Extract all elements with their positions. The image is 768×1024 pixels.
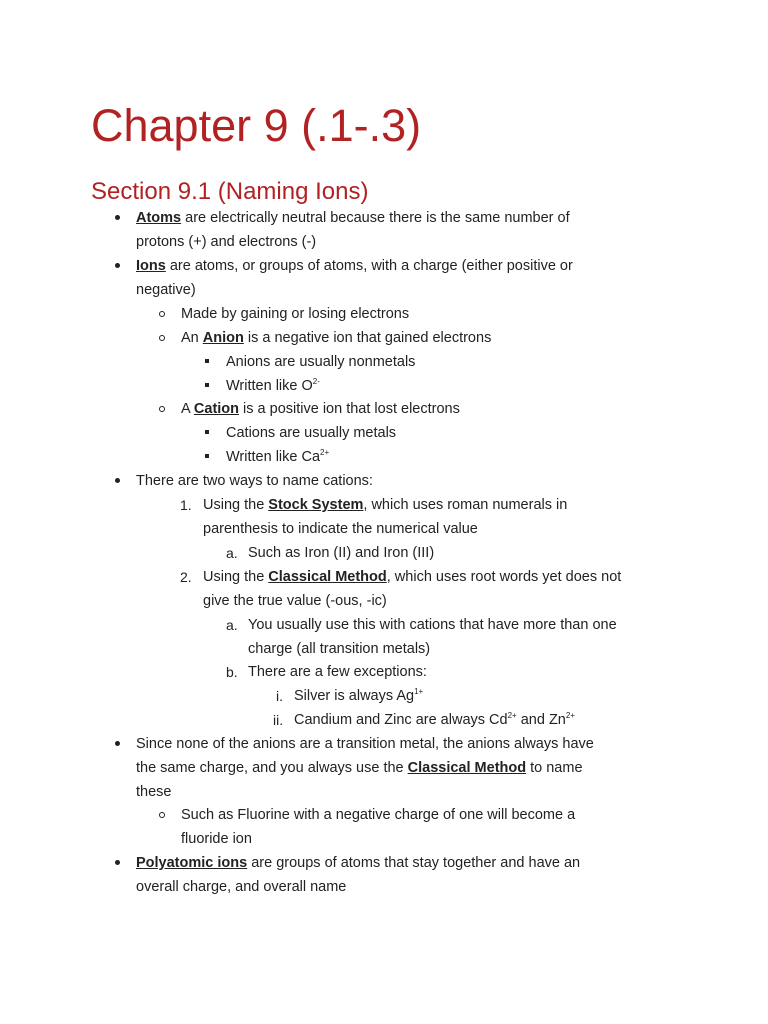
bullet-circle [159, 335, 165, 341]
text-line: Since none of the anions are a transition metal, the anions always have [136, 736, 594, 752]
text-line: Written like $O^{2-}$ [226, 377, 320, 394]
term-classical-method-2: Classical Method [407, 760, 527, 776]
text-line: protons (+) and electrons (-) [136, 234, 317, 250]
text-line: An Anion is a negative ion that gained electrons [181, 330, 492, 346]
term-classical-method: Classical Method [268, 569, 387, 585]
text-line: overall charge, and overall name [136, 879, 347, 895]
text-line: parenthesis to indicate the numerical value [203, 521, 478, 537]
bullet-dot [115, 741, 120, 746]
bullet-circle [159, 311, 165, 317]
bullet-circle [159, 812, 165, 818]
text-line: Anions are usually nonmetals [226, 354, 416, 370]
list-letter: a. [226, 545, 238, 561]
text-line: Polyatomic ions are groups of atoms that stay together and have an [136, 855, 581, 871]
list-letter: a. [226, 617, 238, 633]
text-line: these [136, 784, 172, 800]
bullet-dot [115, 263, 120, 268]
text-line: charge (all transition metals) [248, 641, 431, 657]
text-line: Written like $Ca^{2+}$ [226, 448, 330, 465]
text-line: Cations are usually metals [226, 425, 397, 441]
term-ions: Ions [136, 258, 166, 274]
text-line: fluoride ion [181, 831, 252, 847]
text-line: Ions are atoms, or groups of atoms, with a charge (either positive or [136, 258, 573, 274]
bullet-square [205, 454, 209, 458]
bullet-dot [115, 215, 120, 220]
bullet-dot [115, 860, 120, 865]
bullet-square [205, 430, 209, 434]
text-line: Using the Classical Method, which uses root words yet does not [203, 569, 622, 585]
chapter-title: Chapter 9 (.1-.3) [91, 100, 422, 151]
text-line: the same charge, and you always use the Classical Method to name [136, 760, 583, 776]
term-polyatomic-ions: Polyatomic ions [136, 855, 248, 871]
text-line: You usually use this with cations that have more than one [248, 617, 617, 633]
term-cation: Cation [193, 401, 240, 417]
bullet-circle [159, 406, 165, 412]
term-atoms: Atoms [136, 210, 182, 226]
bullet-dot [115, 478, 120, 483]
text-line: There are a few exceptions: [248, 664, 427, 680]
term-stock-system: Stock System [268, 497, 364, 513]
list-number: 2. [180, 569, 192, 585]
text-line: Made by gaining or losing electrons [181, 306, 410, 322]
text-line: There are two ways to name cations: [136, 473, 373, 489]
text-line: negative) [136, 282, 196, 298]
list-number: 1. [180, 497, 192, 513]
bullet-square [205, 383, 209, 387]
text-line: Such as Iron (II) and Iron (III) [248, 545, 435, 561]
text-line: give the true value (-ous, -ic) [203, 593, 387, 609]
term-anion: Anion [202, 330, 244, 346]
list-roman: ii. [273, 712, 284, 728]
list-roman: i. [276, 688, 283, 704]
bullet-square [205, 359, 209, 363]
text-line: A Cation is a positive ion that lost electrons [181, 401, 460, 417]
section-heading: Section 9.1 (Naming Ions) [91, 178, 369, 205]
text-line: Such as Fluorine with a negative charge of one will become a [181, 807, 576, 823]
text-line: Candium and Zinc are always $Cd^{2+}$ and $Zn^{2+}$ [294, 711, 575, 728]
text-line: Silver is always $Ag^{1+}$ [294, 687, 424, 704]
text-line: Using the Stock System, which uses roman numerals in [203, 497, 568, 513]
list-letter: b. [226, 664, 238, 680]
text-line: Atoms are electrically neutral because there is the same number of [136, 210, 570, 226]
